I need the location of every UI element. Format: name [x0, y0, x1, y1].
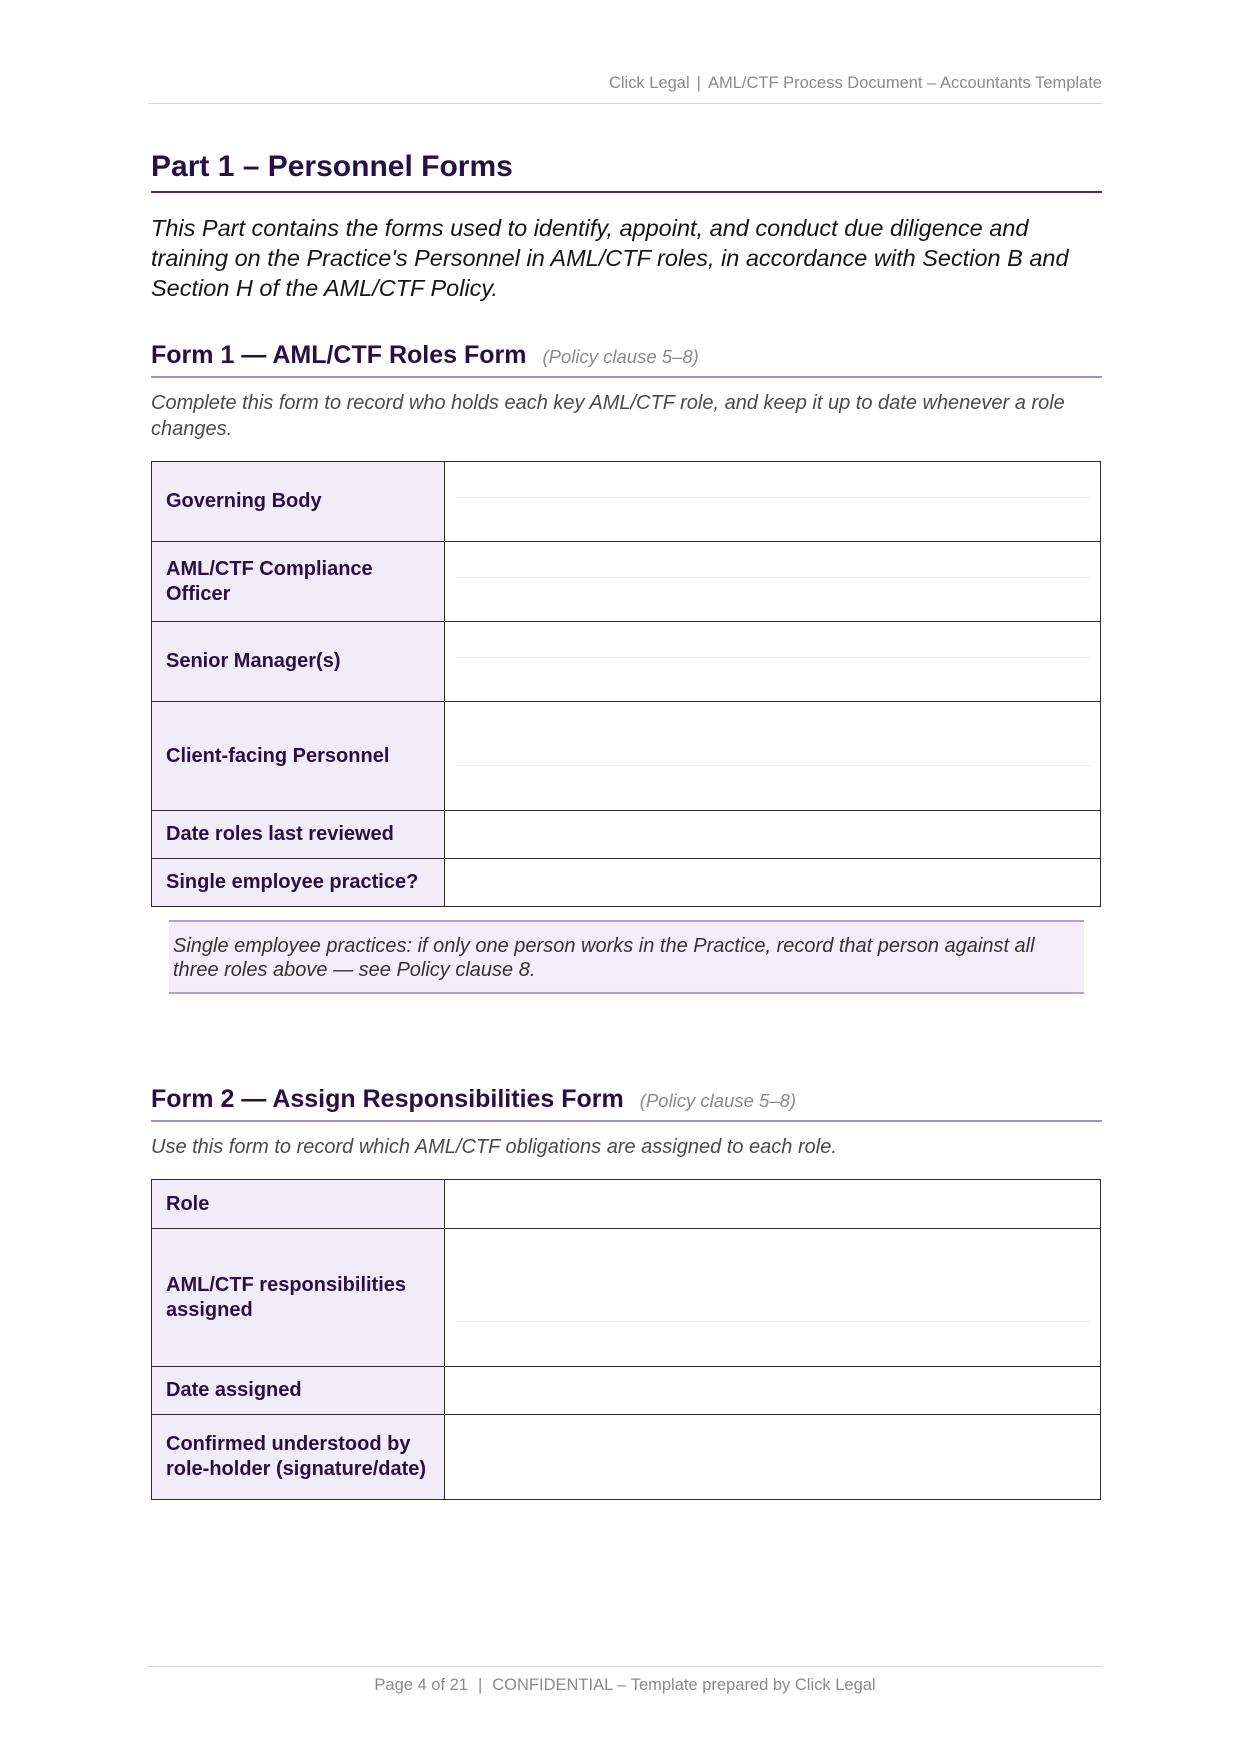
header-brand: Click Legal — [608, 74, 690, 92]
table-row — [152, 462, 1101, 542]
table-row — [152, 702, 1101, 811]
form1-note: Single employee practices: if only one person works in the Practice, record that person against all three roles above — see Policy clause 8. — [169, 920, 1084, 994]
table-row — [152, 1415, 1101, 1500]
footer-separator: | — [477, 1676, 483, 1694]
form2-table — [151, 1179, 1101, 1500]
form2-clause: (Policy clause 5–8) — [639, 1090, 797, 1111]
header-doc-title: AML/CTF Process Document – Accountants Template — [707, 74, 1102, 92]
form2-label-date-assigned: Date assigned — [152, 1367, 445, 1415]
form1-description: Complete this form to record who holds each key AML/CTF role, and keep it up to date whenever a role changes. — [151, 392, 1065, 440]
page-content — [151, 150, 1102, 1500]
form1-clause: (Policy clause 5–8) — [542, 346, 699, 367]
form1-field-senior-managers[interactable] — [445, 622, 1101, 702]
page-footer — [148, 1666, 1102, 1695]
table-row — [152, 622, 1101, 702]
form2-label-role: Role — [152, 1180, 445, 1229]
form1-label-client-facing: Client-facing Personnel — [152, 702, 445, 811]
form1-field-single-employee[interactable] — [445, 859, 1101, 907]
form1-label-governing-body: Governing Body — [152, 462, 445, 542]
page-header — [148, 74, 1102, 104]
form1-title: Form 1 — AML/CTF Roles Form — [151, 341, 527, 369]
form2-field-confirmed[interactable] — [445, 1415, 1101, 1500]
table-row — [152, 1180, 1101, 1229]
form2-description: Use this form to record which AML/CTF obligations are assigned to each role. — [151, 1136, 837, 1158]
form2-field-date-assigned[interactable] — [445, 1367, 1101, 1415]
form2-heading — [151, 1085, 1102, 1122]
form2-title: Form 2 — Assign Responsibilities Form — [151, 1085, 624, 1113]
form2-label-confirmed: Confirmed understood by role-holder (signature/date) — [152, 1415, 445, 1500]
form1-field-governing-body[interactable] — [445, 462, 1101, 542]
form1-table — [151, 461, 1101, 907]
form1-field-date-reviewed[interactable] — [445, 811, 1101, 859]
table-row — [152, 811, 1101, 859]
form1-field-compliance-officer[interactable] — [445, 542, 1101, 622]
form1-label-compliance-officer: AML/CTF Compliance Officer — [152, 542, 445, 622]
footer-page-number: Page 4 of 21 — [374, 1676, 468, 1694]
header-separator: | — [696, 74, 701, 92]
form2-label-responsibilities: AML/CTF responsibilities assigned — [152, 1229, 445, 1367]
table-row — [152, 1367, 1101, 1415]
form1-label-senior-managers: Senior Manager(s) — [152, 622, 445, 702]
form2-field-responsibilities[interactable] — [445, 1229, 1101, 1367]
table-row — [152, 859, 1101, 907]
form1-label-date-reviewed: Date roles last reviewed — [152, 811, 445, 859]
form1-label-single-employee: Single employee practice? — [152, 859, 445, 907]
form2-field-role[interactable] — [445, 1180, 1101, 1229]
table-row — [152, 542, 1101, 622]
footer-text: CONFIDENTIAL – Template prepared by Click Legal — [492, 1676, 876, 1694]
table-row — [152, 1229, 1101, 1367]
part-intro: This Part contains the forms used to identify, appoint, and conduct due diligence and training on the Practice's Personnel in AML/CTF roles, in accordance with Section B and Section H of the AML/CTF Policy. — [151, 215, 1069, 301]
form1-field-client-facing[interactable] — [445, 702, 1101, 811]
part-title: Part 1 – Personnel Forms — [151, 150, 1102, 193]
form1-heading — [151, 341, 1102, 378]
